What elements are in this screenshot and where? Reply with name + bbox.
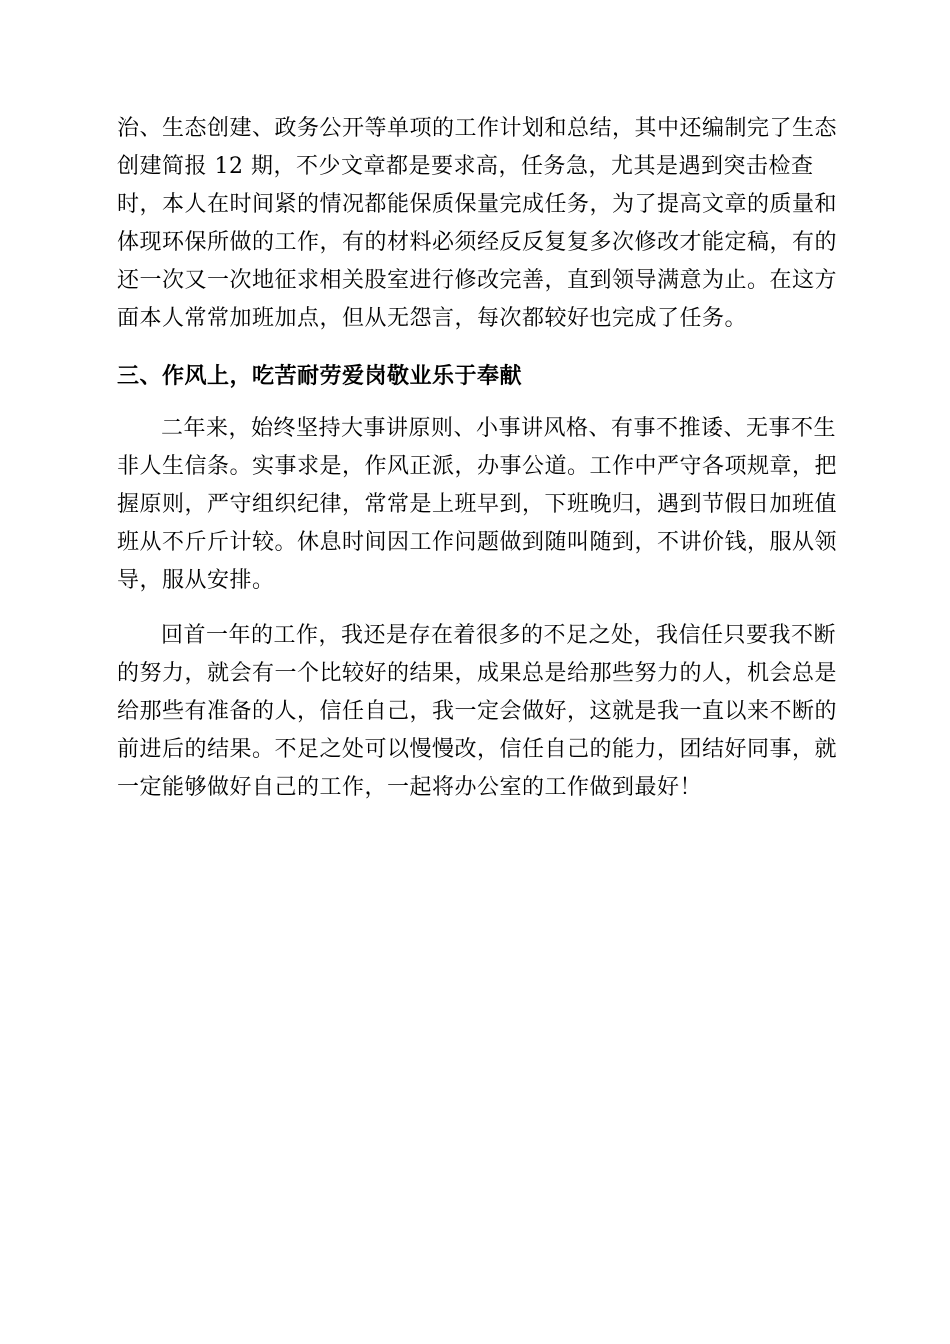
- section-heading-block: [117, 357, 833, 395]
- paragraph-line: 前进后的结果。不足之处可以慢慢改，信任自己的能力，团结好同事，就: [117, 737, 838, 762]
- paragraph-line: 握原则，严守组织纪律，常常是上班早到，下班晚归，遇到节假日加班值: [117, 492, 838, 517]
- paragraph-line: 一定能够做好自己的工作，一起将办公室的工作做到最好！: [117, 775, 703, 800]
- paragraph-summary: [117, 617, 838, 807]
- paragraph-line: 体现环保所做的工作，有的材料必须经反反复复多次修改才能定稿，有的: [117, 230, 838, 255]
- paragraph-style: [117, 410, 838, 600]
- paragraph-line: 班从不斤斤计较。休息时间因工作问题做到随叫随到，不讲价钱，服从领: [117, 530, 838, 555]
- paragraph-line: 治、生态创建、政务公开等单项的工作计划和总结，其中还编制完了生态: [117, 116, 838, 141]
- paragraph-line: 还一次又一次地征求相关股室进行修改完善，直到领导满意为止。在这方: [117, 268, 838, 293]
- section-heading: 三、作风上，吃苦耐劳爱岗敬业乐于奉献: [117, 363, 523, 389]
- paragraph-line: 二年来，始终坚持大事讲原则、小事讲风格、有事不推诿、无事不生: [161, 416, 837, 441]
- paragraph-line: 的努力，就会有一个比较好的结果，成果总是给那些努力的人，机会总是: [117, 661, 838, 686]
- paragraph-line: 创建简报 12 期，不少文章都是要求高，任务急，尤其是遇到突击检查: [117, 154, 814, 179]
- paragraph-line: 面本人常常加班加点，但从无怨言，每次都较好也完成了任务。: [117, 306, 748, 331]
- paragraph-line: 导，服从安排。: [117, 568, 275, 593]
- paragraph-line: 回首一年的工作，我还是存在着很多的不足之处，我信任只要我不断: [161, 623, 837, 648]
- paragraph-line: 给那些有准备的人，信任自己，我一定会做好，这就是我一直以来不断的: [117, 699, 838, 724]
- paragraph-line: 非人生信条。实事求是，作风正派，办事公道。工作中严守各项规章，把: [117, 454, 838, 479]
- paragraph-continued: [117, 110, 838, 338]
- paragraph-line: 时，本人在时间紧的情况都能保质保量完成任务，为了提高文章的质量和: [117, 192, 838, 217]
